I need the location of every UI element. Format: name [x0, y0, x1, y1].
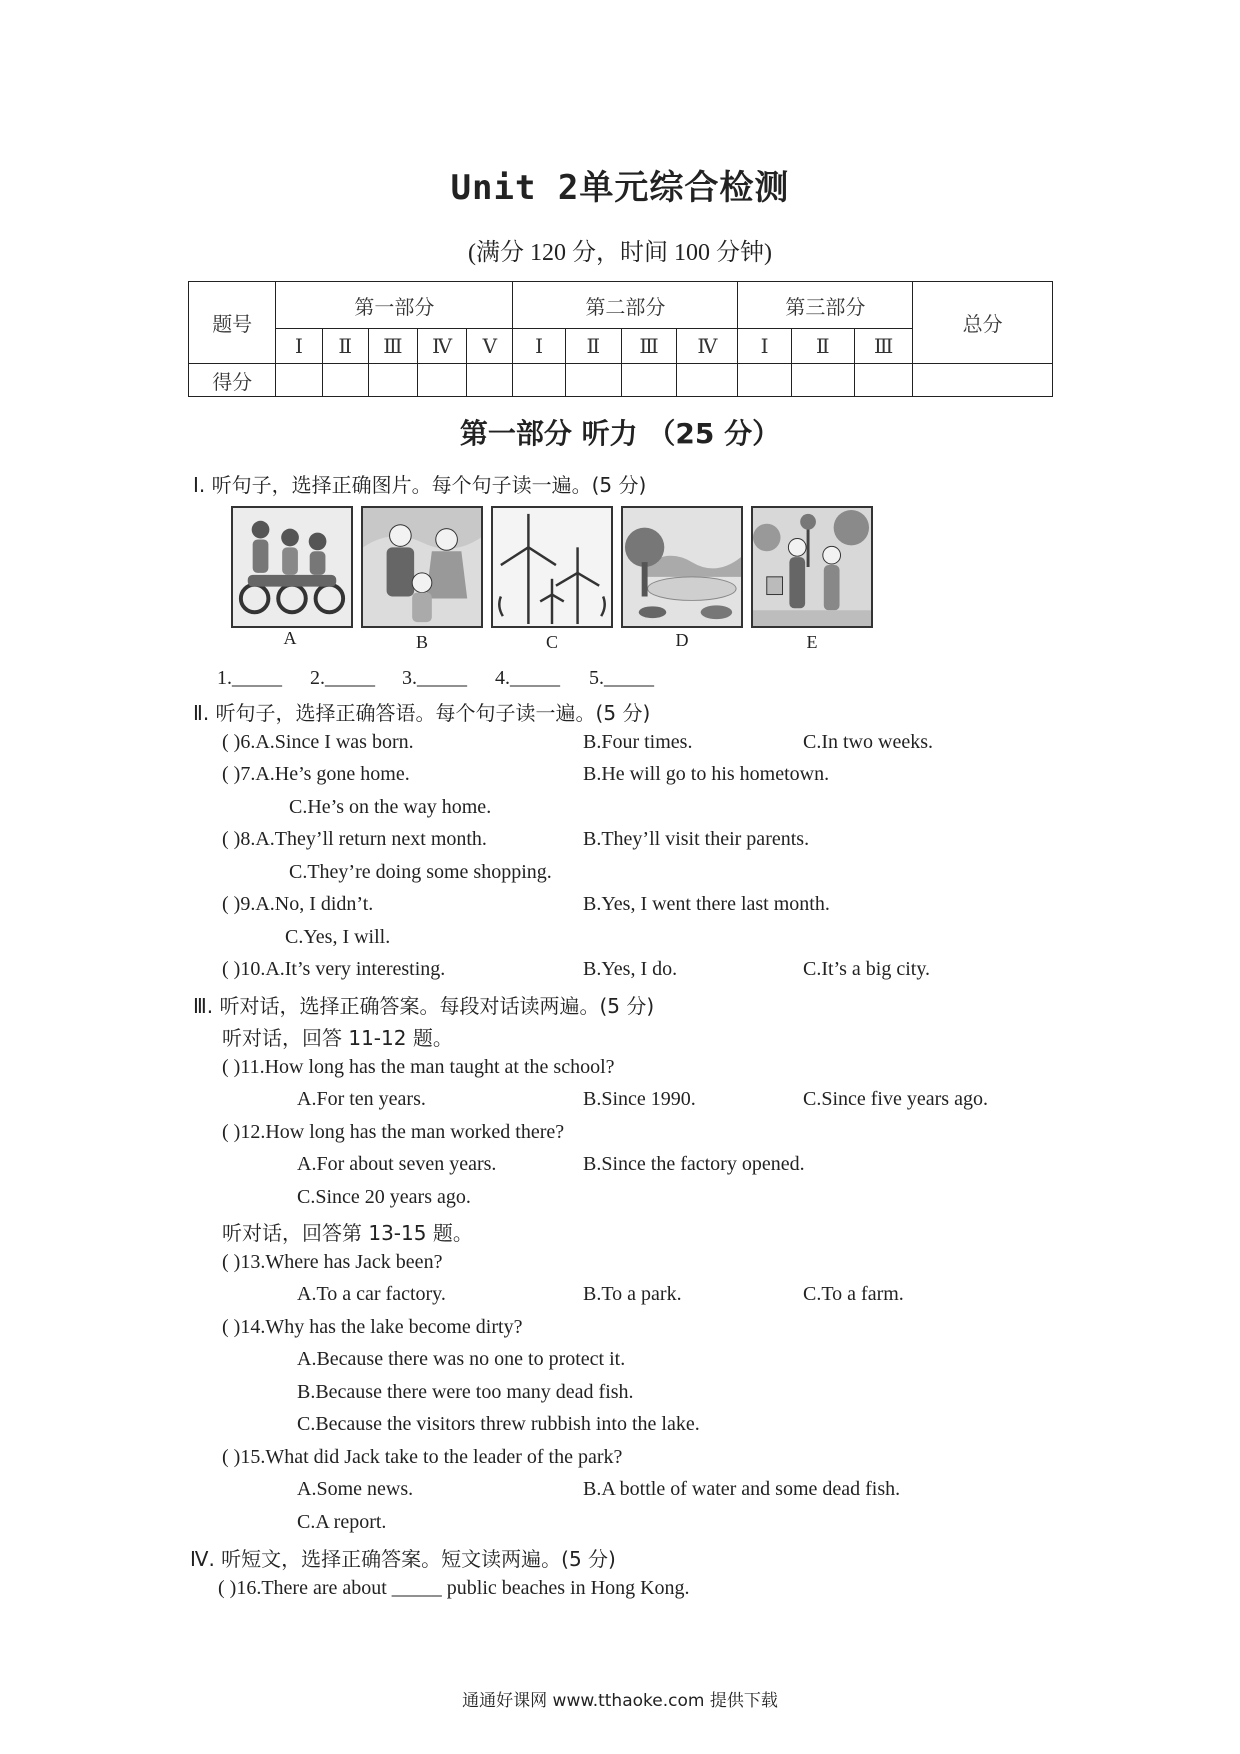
col-part2-2: Ⅱ [565, 329, 621, 364]
score-cell[interactable] [467, 364, 513, 397]
question-12-option-b: B.Since the factory opened. [583, 1153, 805, 1175]
col-part1-5: Ⅴ [467, 329, 513, 364]
col-part3-3: Ⅲ [854, 329, 912, 364]
picture-label-e: E [806, 632, 818, 652]
question-10-option-c: C.It’s a big city. [803, 958, 931, 980]
picture-label-c: C [545, 632, 558, 652]
lake-landscape-icon [621, 506, 743, 628]
picture-label-b: B [415, 632, 428, 652]
question-11-option-a: A.For ten years. [297, 1088, 426, 1110]
question-13-option-b: B.To a park. [583, 1283, 682, 1305]
sec-I-heading: Ⅰ. 听句子，选择正确图片。每个句子读一遍。(5 分) [193, 473, 647, 497]
question-10-option-b: B.Yes, I do. [583, 958, 678, 980]
header-part1: 第一部分 [276, 282, 513, 329]
score-cell-total[interactable] [913, 364, 1053, 397]
question-16: ( )16.There are about _____ public beaches in Hong Kong. [218, 1577, 690, 1599]
question-14: ( )14.Why has the lake become dirty? [222, 1316, 523, 1338]
question-14-option-c: C.Because the visitors threw rubbish into the lake. [297, 1413, 700, 1435]
score-cell[interactable] [513, 364, 565, 397]
row-label-score: 得分 [189, 364, 276, 397]
question-13-option-c: C.To a farm. [803, 1283, 904, 1305]
header-part3: 第三部分 [738, 282, 913, 329]
question-6: ( )6.A.Since I was born. [222, 731, 414, 753]
question-14-option-a: A.Because there was no one to protect it. [297, 1348, 626, 1370]
question-14-option-b: B.Because there were too many dead fish. [297, 1381, 634, 1403]
score-cell[interactable] [738, 364, 791, 397]
header-total: 总分 [913, 282, 1053, 364]
question-10: ( )10.A.It’s very interesting. [222, 958, 446, 980]
tree-planting-icon [751, 506, 873, 628]
question-11-option-c: C.Since five years ago. [803, 1088, 988, 1110]
question-15-option-a: A.Some news. [297, 1478, 414, 1500]
question-12: ( )12.How long has the man worked there? [222, 1121, 565, 1143]
answer-blank-2[interactable]: 2._____ [310, 667, 375, 689]
question-12-option-a: A.For about seven years. [297, 1153, 497, 1175]
sec-III-intro-1: 听对话，回答 11-12 题。 [222, 1026, 453, 1050]
question-7-option-c: C.He’s on the way home. [289, 796, 492, 818]
answer-blank-1[interactable]: 1._____ [217, 667, 282, 689]
answer-blank-3[interactable]: 3._____ [402, 667, 467, 689]
question-15-option-c: C.A report. [297, 1511, 387, 1533]
score-cell[interactable] [677, 364, 738, 397]
question-7-option-b: B.He will go to his hometown. [583, 763, 830, 785]
col-part3-1: Ⅰ [738, 329, 791, 364]
answer-blank-5[interactable]: 5._____ [589, 667, 654, 689]
question-9: ( )9.A.No, I didn’t. [222, 893, 374, 915]
question-13: ( )13.Where has Jack been? [222, 1251, 443, 1273]
col-part2-4: Ⅳ [677, 329, 738, 364]
answer-blank-4[interactable]: 4._____ [495, 667, 560, 689]
col-part1-2: Ⅱ [322, 329, 368, 364]
col-part1-4: Ⅳ [418, 329, 467, 364]
wind-turbines-icon [491, 506, 613, 628]
family-portrait-icon [361, 506, 483, 628]
header-part2: 第二部分 [513, 282, 738, 329]
section1-title: 第一部分 听力 （25 分） [459, 417, 781, 450]
page-title: Unit 2单元综合检测 [450, 168, 790, 208]
family-motorbike-icon [231, 506, 353, 628]
score-cell[interactable] [368, 364, 417, 397]
question-9-option-c: C.Yes, I will. [285, 926, 391, 948]
question-8-option-b: B.They’ll visit their parents. [583, 828, 810, 850]
question-15-option-b: B.A bottle of water and some dead fish. [583, 1478, 901, 1500]
col-part2-3: Ⅲ [621, 329, 676, 364]
question-11-option-b: B.Since 1990. [583, 1088, 696, 1110]
sec-III-heading: Ⅲ. 听对话，选择正确答案。每段对话读两遍。(5 分) [193, 994, 655, 1018]
col-part1-1: Ⅰ [276, 329, 322, 364]
score-table [188, 281, 1053, 397]
score-cell[interactable] [276, 364, 322, 397]
footer-credit: 通通好课网 www.tthaoke.com 提供下载 [462, 1691, 778, 1711]
col-part2-1: Ⅰ [513, 329, 565, 364]
question-8: ( )8.A.They’ll return next month. [222, 828, 487, 850]
page-subtitle: (满分 120 分，时间 100 分钟) [468, 240, 772, 266]
picture-label-a: A [283, 628, 297, 648]
question-13-option-a: A.To a car factory. [297, 1283, 446, 1305]
score-cell[interactable] [565, 364, 621, 397]
question-6-option-c: C.In two weeks. [803, 731, 933, 753]
col-part1-3: Ⅲ [368, 329, 417, 364]
question-15: ( )15.What did Jack take to the leader of the park? [222, 1446, 623, 1468]
row-label-question-no: 题号 [189, 282, 276, 364]
question-8-option-c: C.They’re doing some shopping. [289, 861, 552, 883]
question-7: ( )7.A.He’s gone home. [222, 763, 410, 785]
score-cell[interactable] [322, 364, 368, 397]
question-9-option-b: B.Yes, I went there last month. [583, 893, 830, 915]
picture-label-d: D [675, 630, 689, 650]
question-11: ( )11.How long has the man taught at the school? [222, 1056, 615, 1078]
score-cell[interactable] [418, 364, 467, 397]
score-cell[interactable] [791, 364, 854, 397]
col-part3-2: Ⅱ [791, 329, 854, 364]
sec-III-intro-2: 听对话，回答第 13-15 题。 [222, 1221, 473, 1245]
sec-II-heading: Ⅱ. 听句子，选择正确答语。每个句子读一遍。(5 分) [193, 701, 651, 725]
question-6-option-b: B.Four times. [583, 731, 693, 753]
score-cell[interactable] [621, 364, 676, 397]
question-12-option-c: C.Since 20 years ago. [297, 1186, 471, 1208]
sec-IV-heading: Ⅳ. 听短文，选择正确答案。短文读两遍。(5 分) [190, 1547, 616, 1571]
score-cell[interactable] [854, 364, 912, 397]
